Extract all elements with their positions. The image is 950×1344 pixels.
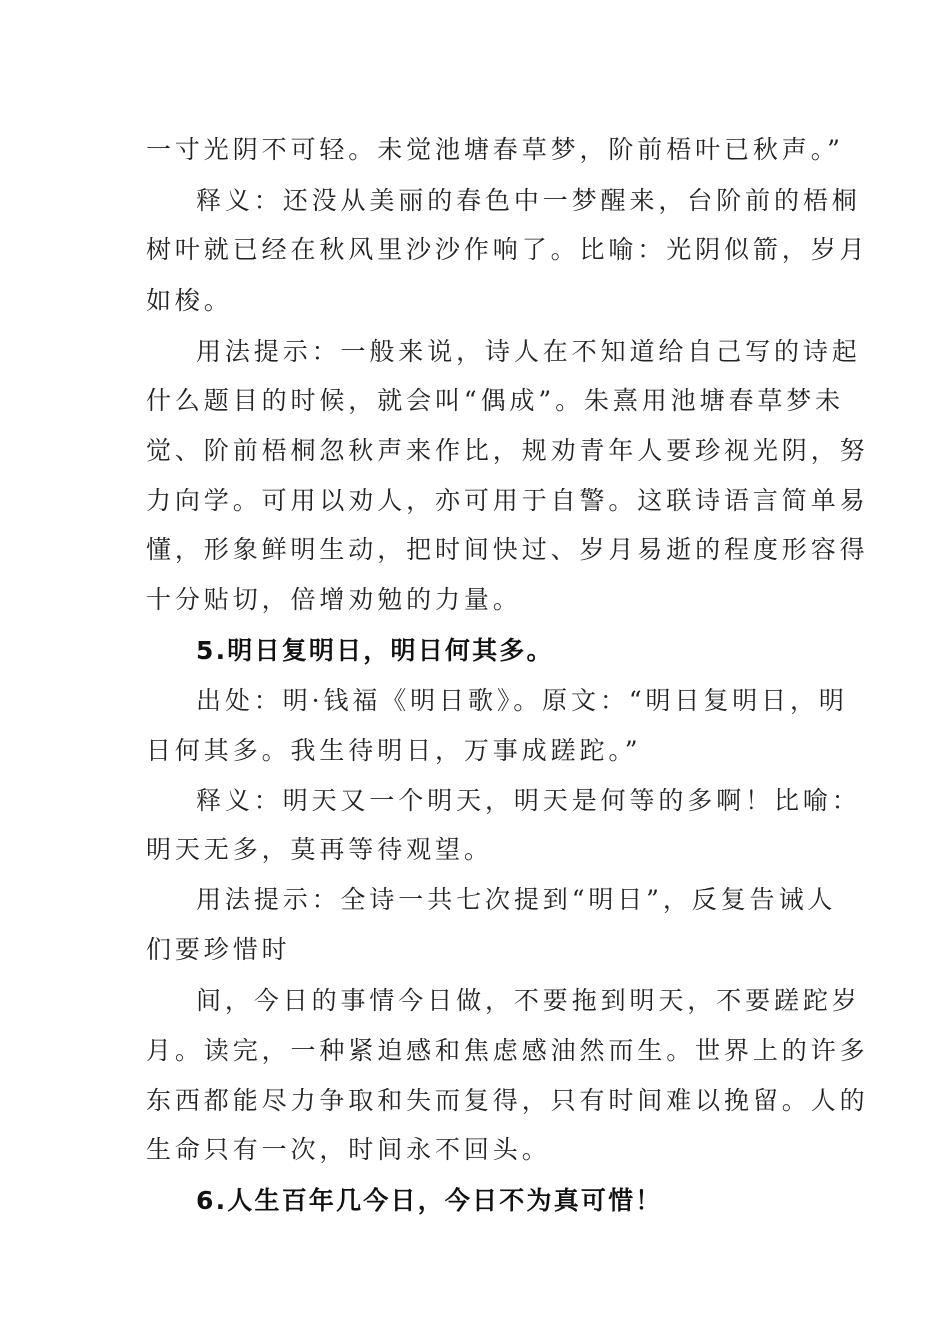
body-text-line: 什么题目的时候，就会叫“偶成”。朱熹用池塘春草梦未 [146,386,845,415]
body-text-line: 树叶就已经在秋风里沙沙作响了。比喻：光阴似箭，岁月 [146,235,869,264]
body-text-line: 日何其多。我生待明日，万事成蹉跎。” [146,736,642,765]
body-text-line: 用法提示：全诗一共七次提到“明日”，反复告诫人 [196,885,837,914]
body-text-line: 月。读完，一种紧迫感和焦虑感油然而生。世界上的许多 [146,1036,869,1065]
body-text-line: 力向学。可用以劝人，亦可用于自警。这联诗语言简单易 [146,486,869,515]
body-text-line: 们要珍惜时 [146,935,291,964]
body-text-line: 懂，形象鲜明生动，把时间快过、岁月易逝的程度形容得 [146,535,869,564]
body-text-line: 明天无多，莫再等待观望。 [146,835,493,864]
section-heading: 6.人生百年几今日，今日不为真可惜！ [196,1186,663,1215]
body-text-line: 东西都能尽力争取和失而复得，只有时间难以挽留。人的 [146,1086,869,1115]
body-text-line: 觉、阶前梧桐忽秋声来作比，规劝青年人要珍视光阴，努 [146,436,869,465]
body-text-line: 释义：还没从美丽的春色中一梦醒来，台阶前的梧桐 [196,186,861,215]
body-text-line: 十分贴切，倍增劝勉的力量。 [146,585,522,614]
section-heading: 5.明日复明日，明日何其多。 [196,636,554,665]
body-text-line: 如梭。 [146,286,233,315]
body-text-line: 一寸光阴不可轻。未觉池塘春草梦，阶前梧叶已秋声。” [146,135,844,164]
body-text-line: 释义：明天又一个明天，明天是何等的多啊！比喻： [196,786,861,815]
body-text-line: 出处：明·钱福《明日歌》。原文：“明日复明日，明 [196,686,848,715]
body-text-line: 用法提示：一般来说，诗人在不知道给自己写的诗起 [196,337,861,366]
body-text-line: 生命只有一次，时间永不回头。 [146,1135,551,1164]
body-text-line: 间，今日的事情今日做，不要拖到明天，不要蹉跎岁 [196,986,861,1015]
